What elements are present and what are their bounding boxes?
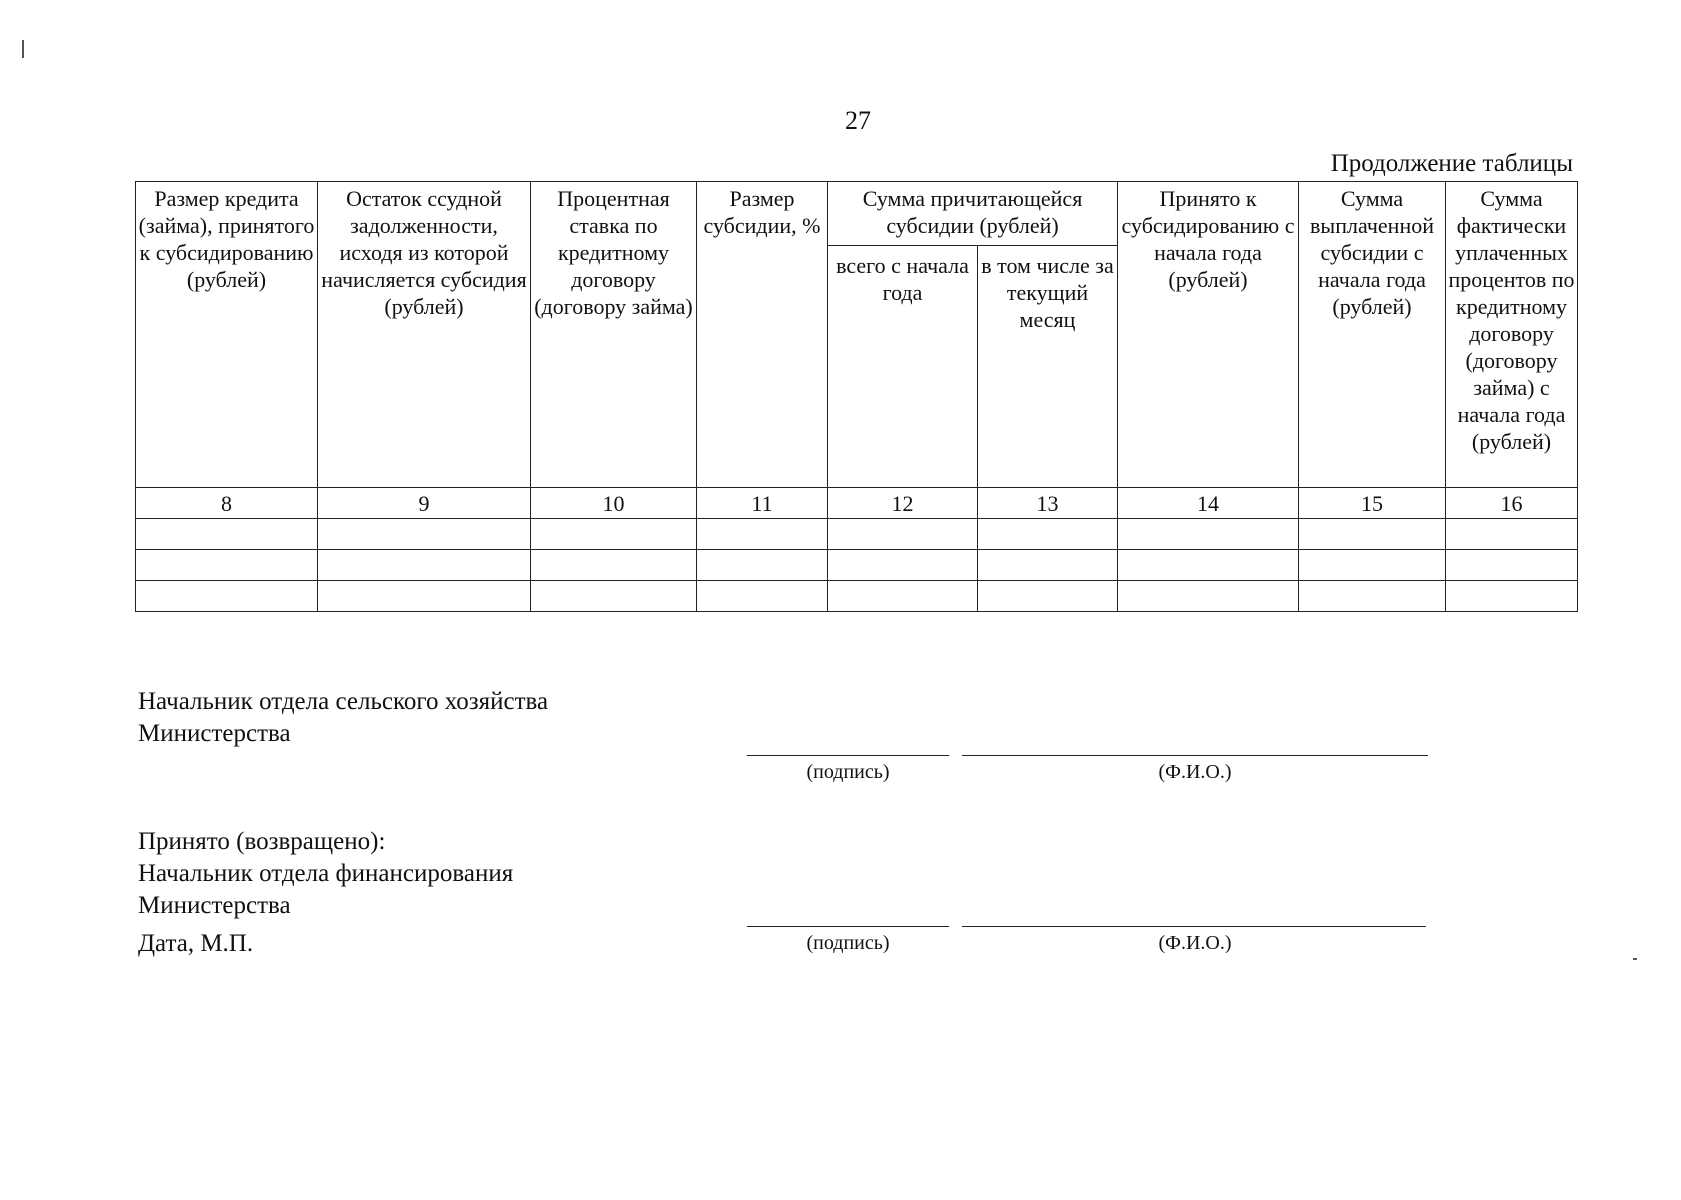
- column-number: 11: [697, 488, 828, 519]
- table-cell: [697, 550, 828, 581]
- table-cell: [1299, 519, 1446, 550]
- table-cell: [318, 581, 531, 612]
- scan-mark: [22, 40, 24, 58]
- table-cell: [531, 581, 697, 612]
- signatory-org: Министерства: [138, 892, 291, 919]
- table-cell: [828, 581, 978, 612]
- table-row: [136, 581, 1578, 612]
- header-actual-interest: Сумма фактически уплаченных процентов по кредитному договору (договору займа) с начала года (рублей): [1446, 182, 1578, 488]
- column-number: 12: [828, 488, 978, 519]
- column-number-row: [136, 488, 1578, 519]
- table-cell: [531, 550, 697, 581]
- column-number: 13: [978, 488, 1118, 519]
- header-subsidy-due: Сумма причитающейся субсидии (рублей): [828, 182, 1118, 246]
- table-cell: [1299, 550, 1446, 581]
- column-number: 9: [318, 488, 531, 519]
- column-number: 10: [531, 488, 697, 519]
- table-cell: [978, 519, 1118, 550]
- signature-caption: (подпись): [806, 932, 890, 954]
- column-number: 16: [1446, 488, 1578, 519]
- table-cell: [828, 550, 978, 581]
- name-line: [962, 926, 1426, 927]
- header-paid-subsidy: Сумма выплаченной субсидии с начала года (рублей): [1299, 182, 1446, 488]
- signatory-title: Начальник отдела сельского хозяйства: [138, 688, 549, 715]
- header-subsidy-due-month: в том числе за текущий месяц: [978, 246, 1118, 488]
- name-caption: (Ф.И.О.): [1158, 932, 1232, 954]
- header-accepted: Принято к субсидированию с начала года (рублей): [1118, 182, 1299, 488]
- signature-block-agriculture: [138, 686, 548, 750]
- scan-mark: [1633, 958, 1637, 960]
- column-number: 14: [1118, 488, 1299, 519]
- table-cell: [1299, 581, 1446, 612]
- table-cell: [1446, 550, 1578, 581]
- table-cell: [136, 581, 318, 612]
- column-number: 15: [1299, 488, 1446, 519]
- header-loan-balance: Остаток ссудной задолженности, исходя из которой начисляется субсидия (рублей): [318, 182, 531, 488]
- signatory-title: Начальник отдела финансирования: [138, 860, 514, 887]
- page-number: 27: [845, 106, 871, 135]
- table-cell: [1118, 550, 1299, 581]
- table-cell: [136, 519, 318, 550]
- accepted-returned-label: Принято (возвращено):: [138, 828, 386, 855]
- table-continuation-label: Продолжение таблицы: [1330, 150, 1573, 177]
- table-cell: [828, 519, 978, 550]
- header-subsidy-size: Размер субсидии, %: [697, 182, 828, 488]
- header-subsidy-due-total: всего с начала года: [828, 246, 978, 488]
- table-cell: [136, 550, 318, 581]
- table-cell: [531, 519, 697, 550]
- signature-caption: (подпись): [806, 761, 890, 783]
- table-cell: [318, 519, 531, 550]
- table-cell: [978, 581, 1118, 612]
- table-row: [136, 550, 1578, 581]
- table-row: [136, 519, 1578, 550]
- table-cell: [697, 581, 828, 612]
- table-cell: [1118, 581, 1299, 612]
- table-cell: [1446, 519, 1578, 550]
- name-line: [962, 755, 1428, 756]
- subsidy-table: [135, 181, 1578, 612]
- signatory-org: Министерства: [138, 720, 291, 747]
- signature-block-finance: [138, 826, 513, 960]
- name-caption: (Ф.И.О.): [1158, 761, 1232, 783]
- table-cell: [318, 550, 531, 581]
- header-interest-rate: Процентная ставка по кредитному договору (договору займа): [531, 182, 697, 488]
- signature-line: [747, 755, 949, 756]
- header-credit-size: Размер кредита (займа), принятого к субсидированию (рублей): [136, 182, 318, 488]
- table-cell: [1118, 519, 1299, 550]
- table-cell: [978, 550, 1118, 581]
- date-seal-label: Дата, М.П.: [138, 930, 254, 957]
- column-number: 8: [136, 488, 318, 519]
- table-cell: [697, 519, 828, 550]
- signature-line: [747, 926, 949, 927]
- table-cell: [1446, 581, 1578, 612]
